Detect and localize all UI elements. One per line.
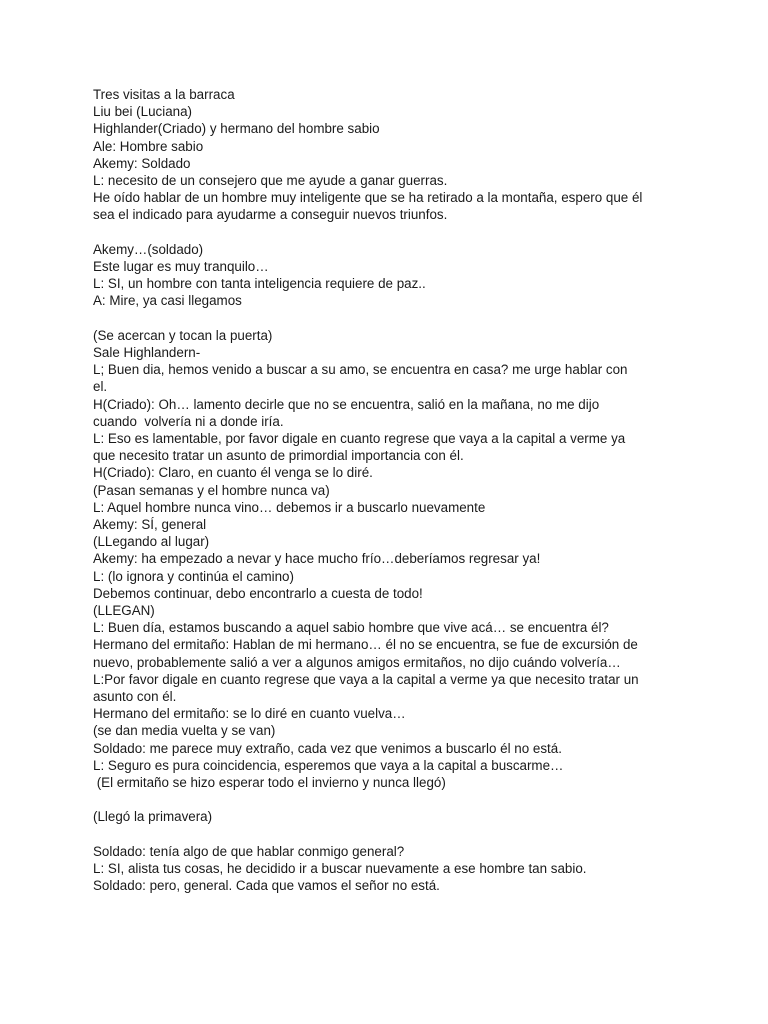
line: Soldado: me parece muy extraño, cada vez que venimos a buscarlo él no está.: [93, 740, 562, 756]
blank-line: [93, 791, 683, 808]
line: Sale Highlandern-: [93, 345, 201, 361]
line: L: (lo ignora y continúa el camino): [93, 568, 294, 584]
line: asunto con él.: [93, 689, 177, 705]
line: (Pasan semanas y el hombre nunca va): [93, 482, 330, 498]
line: Hermano del ermitaño: se lo diré en cuanto vuelva…: [93, 706, 406, 722]
line: Akemy: SÍ, general: [93, 517, 207, 533]
line: Akemy…(soldado): [93, 241, 204, 257]
line: sea el indicado para ayudarme a conseguir nuevos triunfos.: [93, 207, 448, 223]
line: L: Buen día, estamos buscando a aquel sabio hombre que vive acá… se encuentra él?: [93, 620, 609, 636]
line: Soldado: tenía algo de que hablar conmigo general?: [93, 843, 405, 859]
line: Soldado: pero, general. Cada que vamos el señor no está.: [93, 878, 440, 894]
line: L: SI, alista tus cosas, he decidido ir a buscar nuevamente a ese hombre tan sabio.: [93, 861, 587, 877]
line: H(Criado): Oh… lamento decirle que no se encuentra, salió en la mañana, no me dijo: [93, 396, 600, 412]
line: L: Eso es lamentable, por favor digale en cuanto regrese que vaya a la capital a verme ya: [93, 431, 626, 447]
line: (El ermitaño se hizo esperar todo el invierno y nunca llegó): [93, 775, 446, 791]
line: (LLegando al lugar): [93, 534, 210, 550]
line: (Llegó la primavera): [93, 809, 213, 825]
line: Tres visitas a la barraca: [93, 87, 235, 102]
line: Hermano del ermitaño: Hablan de mi hermano… él no se encuentra, se fue de excursión de: [93, 637, 638, 653]
blank-line: [93, 224, 683, 241]
line: L; Buen dia, hemos venido a buscar a su amo, se encuentra en casa? me urge hablar con: [93, 362, 628, 378]
line: Liu bei (Luciana): [93, 104, 193, 120]
line: Akemy: ha empezado a nevar y hace mucho frío…deberíamos regresar ya!: [93, 551, 541, 567]
line: H(Criado): Claro, en cuanto él venga se lo diré.: [93, 465, 373, 481]
line: L: Seguro es pura coincidencia, esperemos que vaya a la capital a buscarme…: [93, 757, 564, 773]
line: L: necesito de un consejero que me ayude a ganar guerras.: [93, 173, 448, 189]
line: Akemy: Soldado: [93, 155, 191, 171]
line: L: SI, un hombre con tanta inteligencia requiere de paz..: [93, 276, 426, 292]
line: (LLEGAN): [93, 603, 155, 619]
line: He oído hablar de un hombre muy inteligente que se ha retirado a la montaña, espero que él: [93, 190, 643, 206]
line: el.: [93, 379, 108, 395]
blank-line: [93, 826, 683, 843]
line: Este lugar es muy tranquilo…: [93, 259, 269, 275]
line: L:Por favor digale en cuanto regrese que vaya a la capital a verme ya que necesito tratar un: [93, 671, 639, 687]
line: Ale: Hombre sabio: [93, 138, 204, 154]
line: (Se acercan y tocan la puerta): [93, 327, 273, 343]
line: Highlander(Criado) y hermano del hombre sabio: [93, 121, 380, 137]
blank-line: [93, 310, 683, 327]
line: Debemos continuar, debo encontrarlo a cuesta de todo!: [93, 585, 423, 601]
document-page: [93, 86, 683, 894]
line: que necesito tratar un asunto de primordial importancia con él.: [93, 448, 464, 464]
line: L: Aquel hombre nunca vino… debemos ir a buscarlo nuevamente: [93, 499, 486, 515]
line: cuando volvería ni a donde iría.: [93, 413, 284, 429]
line: A: Mire, ya casi llegamos: [93, 293, 242, 309]
line: nuevo, probablemente salió a ver a algunos amigos ermitaños, no dijo cuándo volvería…: [93, 654, 621, 670]
line: (se dan media vuelta y se van): [93, 723, 276, 739]
